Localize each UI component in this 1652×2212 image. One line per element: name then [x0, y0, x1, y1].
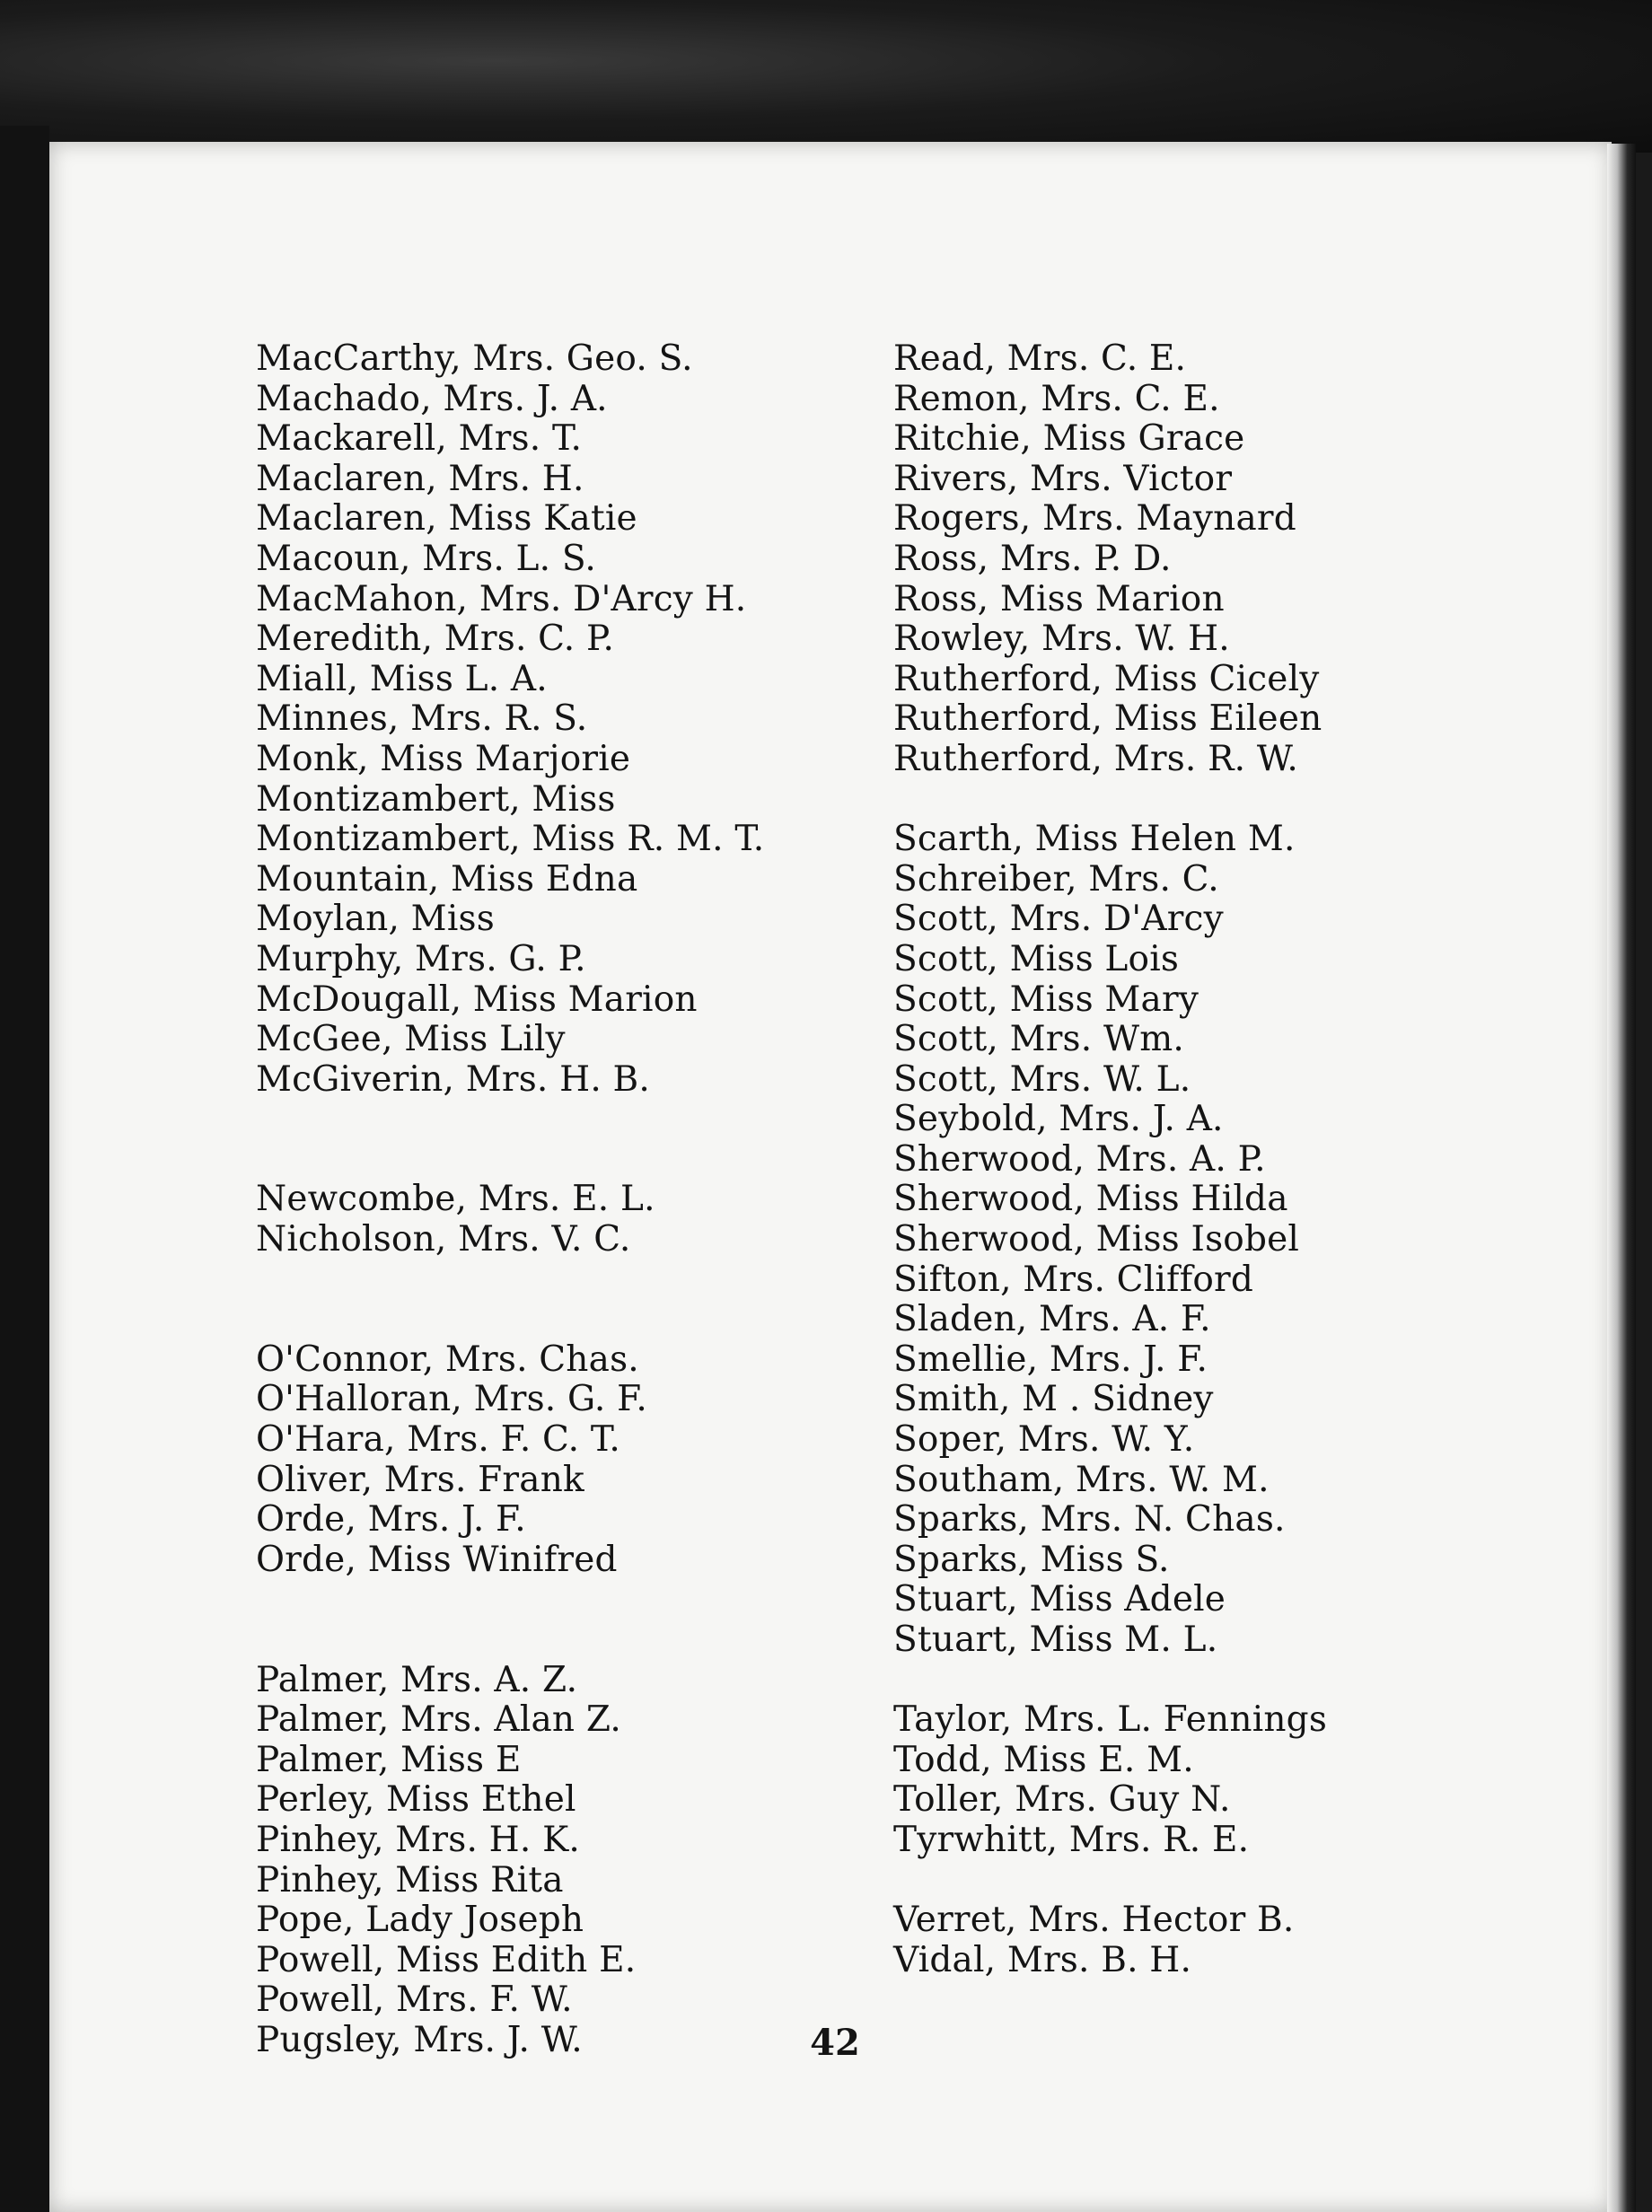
list-item: McDougall, Miss Marion: [256, 979, 698, 1020]
list-item: Rutherford, Miss Eileen: [893, 698, 1322, 740]
list-item: Stuart, Miss M. L.: [893, 1620, 1218, 1660]
list-item: Seybold, Mrs. J. A.: [893, 1099, 1224, 1140]
list-item: Meredith, Mrs. C. P.: [256, 619, 615, 660]
list-item: Ross, Mrs. P. D.: [893, 538, 1172, 579]
list-item: Scarth, Miss Helen M.: [893, 819, 1296, 860]
list-item: Scott, Mrs. Wm.: [893, 1019, 1185, 1060]
list-item: Smellie, Mrs. J. F.: [893, 1339, 1208, 1380]
list-item: Pugsley, Mrs. J. W.: [256, 2019, 583, 2060]
list-item: Machado, Mrs. J. A.: [256, 378, 608, 419]
list-item: MacCarthy, Mrs. Geo. S.: [256, 338, 693, 379]
list-item: Rutherford, Miss Cicely: [893, 658, 1320, 699]
list-item: Powell, Miss Edith E.: [256, 1939, 637, 1980]
list-item: Palmer, Mrs. Alan Z.: [256, 1699, 622, 1741]
list-item: Sherwood, Miss Isobel: [893, 1219, 1300, 1260]
scan-dark-background: [0, 0, 1652, 153]
list-item: MacMahon, Mrs. D'Arcy H.: [256, 578, 747, 619]
list-item: Pope, Lady Joseph: [256, 1900, 584, 1941]
list-item: McGee, Miss Lily: [256, 1019, 566, 1060]
list-item: Newcombe, Mrs. E. L.: [256, 1179, 655, 1220]
list-item: Schreiber, Mrs. C.: [893, 858, 1219, 900]
list-item: Maclaren, Miss Katie: [256, 498, 637, 540]
list-item: Pinhey, Mrs. H. K.: [256, 1819, 580, 1860]
list-item: Montizambert, Miss: [256, 778, 616, 820]
list-item: Scott, Miss Lois: [893, 938, 1180, 979]
list-spacer: [256, 1140, 884, 1181]
list-item: Scott, Mrs. W. L.: [893, 1058, 1191, 1100]
list-spacer: [893, 1861, 1522, 1901]
list-item: Orde, Miss Winifred: [256, 1539, 618, 1580]
list-item: Palmer, Mrs. A. Z.: [256, 1659, 578, 1700]
list-item: Murphy, Mrs. G. P.: [256, 938, 586, 979]
page-number: 42: [810, 2022, 860, 2064]
list-item: O'Hara, Mrs. F. C. T.: [256, 1419, 620, 1461]
list-item: Ritchie, Miss Grace: [893, 418, 1245, 460]
list-item: Sherwood, Miss Hilda: [893, 1179, 1288, 1220]
name-list-left-column: [256, 339, 884, 2061]
list-item: Rowley, Mrs. W. H.: [893, 619, 1230, 660]
list-item: Nicholson, Mrs. V. C.: [256, 1219, 631, 1260]
list-item: Orde, Mrs. J. F.: [256, 1499, 526, 1540]
list-item: Oliver, Mrs. Frank: [256, 1459, 584, 1500]
list-item: Southam, Mrs. W. M.: [893, 1459, 1270, 1500]
list-item: Moylan, Miss: [256, 899, 495, 940]
list-item: Taylor, Mrs. L. Fennings: [893, 1699, 1328, 1741]
list-item: Sifton, Mrs. Clifford: [893, 1259, 1254, 1300]
list-item: Tyrwhitt, Mrs. R. E.: [893, 1819, 1250, 1860]
list-item: Soper, Mrs. W. Y.: [893, 1419, 1195, 1461]
list-item: Monk, Miss Marjorie: [256, 738, 631, 779]
list-item: Miall, Miss L. A.: [256, 658, 548, 699]
list-item: McGiverin, Mrs. H. B.: [256, 1058, 650, 1100]
list-spacer: [256, 1620, 884, 1661]
list-spacer: [893, 1661, 1522, 1701]
list-item: Pinhey, Miss Rita: [256, 1859, 564, 1900]
list-spacer: [893, 780, 1522, 821]
list-item: Palmer, Miss E: [256, 1739, 522, 1780]
list-item: Verret, Mrs. Hector B.: [893, 1900, 1295, 1941]
list-spacer: [256, 1100, 884, 1140]
list-item: Sladen, Mrs. A. F.: [893, 1299, 1211, 1340]
list-item: Rivers, Mrs. Victor: [893, 458, 1233, 499]
list-item: Stuart, Miss Adele: [893, 1579, 1226, 1620]
list-item: Remon, Mrs. C. E.: [893, 378, 1220, 419]
list-spacer: [256, 1580, 884, 1620]
list-item: Smith, M . Sidney: [893, 1379, 1214, 1420]
list-item: Scott, Miss Mary: [893, 979, 1199, 1020]
name-list-right-column: [893, 339, 1522, 1980]
list-spacer: [256, 1260, 884, 1301]
list-item: Minnes, Mrs. R. S.: [256, 698, 588, 740]
scan-left-margin: [0, 126, 49, 2212]
list-item: Sparks, Mrs. N. Chas.: [893, 1499, 1286, 1540]
list-item: Montizambert, Miss R. M. T.: [256, 819, 765, 860]
list-item: Sherwood, Mrs. A. P.: [893, 1138, 1266, 1180]
list-item: Rogers, Mrs. Maynard: [893, 498, 1296, 540]
list-item: Maclaren, Mrs. H.: [256, 458, 584, 499]
page-gutter-edge: [1607, 144, 1636, 2212]
list-item: O'Connor, Mrs. Chas.: [256, 1339, 639, 1380]
list-item: Scott, Mrs. D'Arcy: [893, 899, 1224, 940]
list-item: O'Halloran, Mrs. G. F.: [256, 1379, 647, 1420]
list-item: Ross, Miss Marion: [893, 578, 1225, 619]
list-item: Mackarell, Mrs. T.: [256, 418, 583, 460]
list-item: Vidal, Mrs. B. H.: [893, 1939, 1192, 1980]
list-item: Read, Mrs. C. E.: [893, 338, 1187, 379]
list-item: Powell, Mrs. F. W.: [256, 1979, 573, 2021]
list-spacer: [256, 1300, 884, 1340]
list-item: Rutherford, Mrs. R. W.: [893, 738, 1298, 779]
list-item: Todd, Miss E. M.: [893, 1739, 1194, 1780]
list-item: Perley, Miss Ethel: [256, 1779, 576, 1821]
list-item: Mountain, Miss Edna: [256, 858, 638, 900]
list-item: Toller, Mrs. Guy N.: [893, 1779, 1231, 1821]
list-item: Macoun, Mrs. L. S.: [256, 538, 596, 579]
list-item: Sparks, Miss S.: [893, 1539, 1170, 1580]
